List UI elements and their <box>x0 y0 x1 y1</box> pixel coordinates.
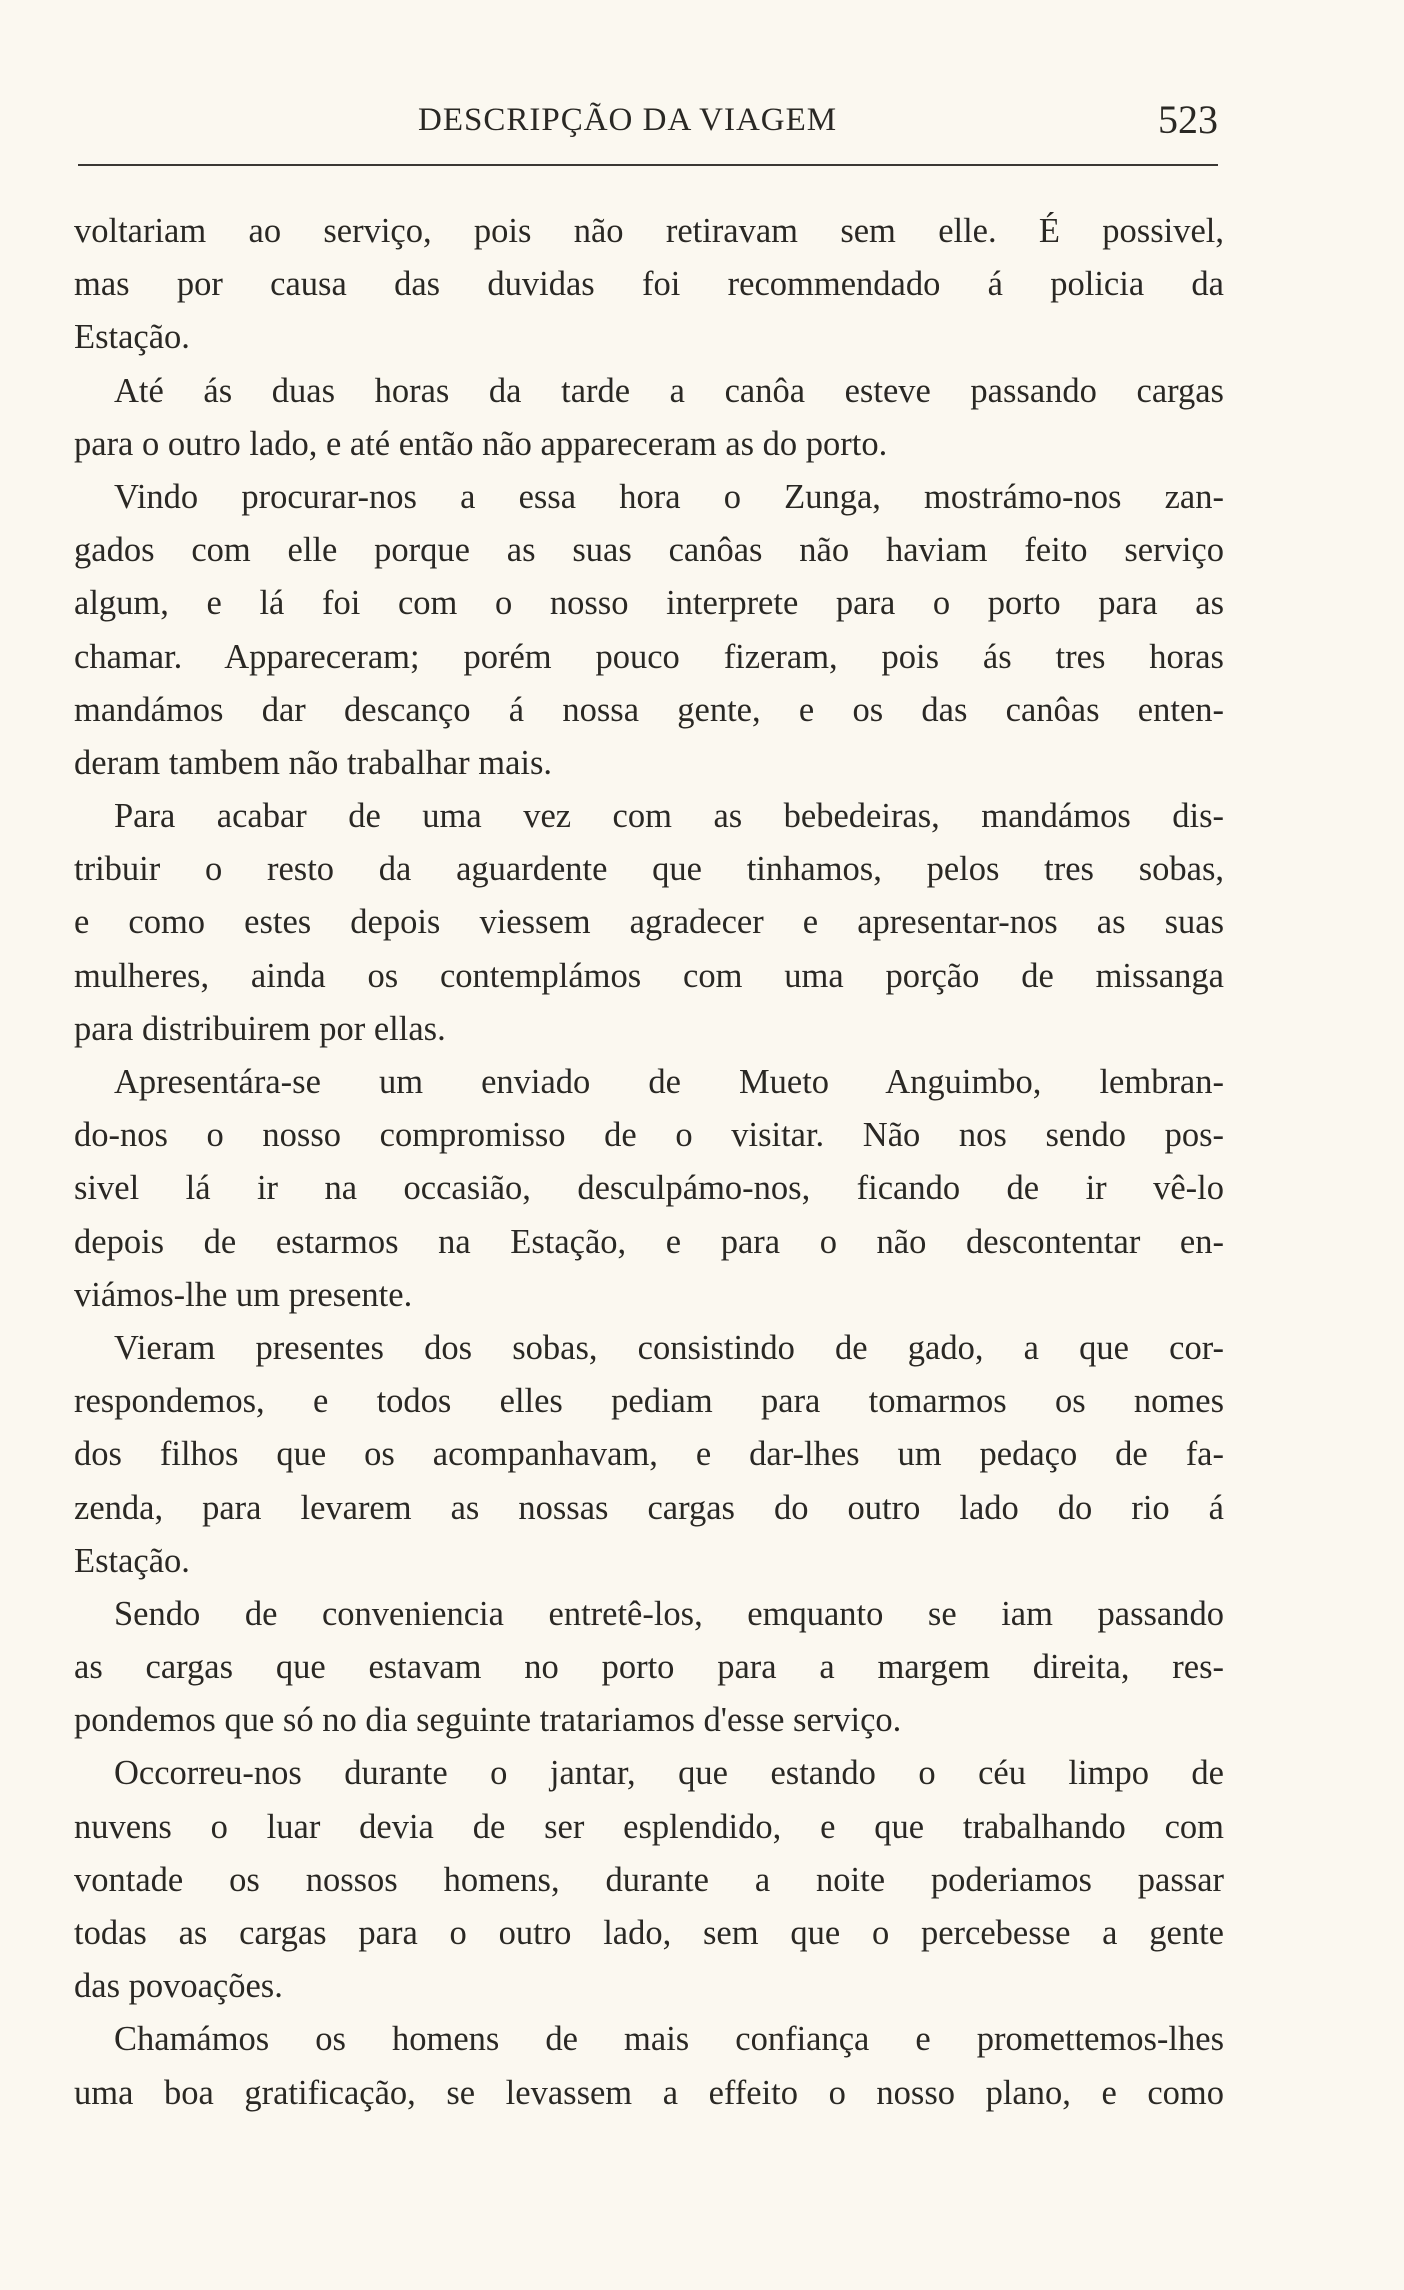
text-line: Estação. <box>74 318 190 357</box>
text-line: para distribuirem por ellas. <box>74 1009 446 1048</box>
text-line: Occorreu-nos durante o jantar, que estando o céu limpo de <box>114 1754 1224 1793</box>
text-line: das povoações. <box>74 1967 283 2006</box>
text-line: depois de estarmos na Estação, e para o não descontentar en- <box>74 1222 1224 1261</box>
text-line: Sendo de conveniencia entretê-los, emquanto se iam passando <box>114 1594 1224 1633</box>
text-line: todas as cargas para o outro lado, sem que o percebesse a gente <box>74 1914 1224 1952</box>
text-line: Para acabar de uma vez com as bebedeiras, mandámos dis- <box>114 797 1224 836</box>
text-line: vontade os nossos homens, durante a noite poderiamos passar <box>74 1860 1224 1899</box>
text-line: voltariam ao serviço, pois não retiravam sem elle. É possivel, <box>74 212 1224 250</box>
text-line: Estação. <box>74 1541 190 1580</box>
text-line: viámos-lhe um presente. <box>74 1275 413 1314</box>
text-line: nuvens o luar devia de ser esplendido, e que trabalhando com <box>74 1807 1224 1846</box>
text-line: chamar. Appareceram; porém pouco fizeram, pois ás tres horas <box>74 637 1224 676</box>
text-line: para o outro lado, e até então não appareceram as do porto. <box>74 424 888 463</box>
text-line: sivel lá ir na occasião, desculpámo-nos, ficando de ir vê-lo <box>74 1169 1224 1208</box>
text-line: gados com elle porque as suas canôas não haviam feito serviço <box>74 531 1224 570</box>
text-line: as cargas que estavam no porto para a margem direita, res- <box>74 1648 1224 1687</box>
text-line: Até ás duas horas da tarde a canôa esteve passando cargas <box>114 371 1224 410</box>
body-text <box>74 205 1224 2120</box>
page-number: 523 <box>1158 97 1218 142</box>
text-line: deram tambem não trabalhar mais. <box>74 743 553 782</box>
text-line: mulheres, ainda os contemplámos com uma porção de missanga <box>74 956 1224 995</box>
text-line: algum, e lá foi com o nosso interprete para o porto para as <box>74 584 1224 623</box>
text-line: do-nos o nosso compromisso de o visitar. Não nos sendo pos- <box>74 1116 1224 1155</box>
text-line: tribuir o resto da aguardente que tinhamos, pelos tres sobas, <box>74 850 1224 889</box>
text-line: mandámos dar descanço á nossa gente, e os das canôas enten- <box>74 690 1224 729</box>
text-line: zenda, para levarem as nossas cargas do outro lado do rio á <box>74 1488 1224 1527</box>
text-line: uma boa gratificação, se levassem a effeito o nosso plano, e como <box>74 2073 1224 2112</box>
text-line: e como estes depois viessem agradecer e apresentar-nos as suas <box>74 903 1224 942</box>
text-line: Vieram presentes dos sobas, consistindo de gado, a que cor- <box>114 1328 1224 1367</box>
text-line: mas por causa das duvidas foi recommendado á policia da <box>74 265 1224 304</box>
text-line: Chamámos os homens de mais confiança e promettemos-lhes <box>114 2020 1224 2059</box>
text-line: Apresentára-se um enviado de Mueto Anguimbo, lembran- <box>114 1063 1224 1101</box>
text-line: pondemos que só no dia seguinte tratariamos d'esse serviço. <box>74 1701 902 1740</box>
text-line: respondemos, e todos elles pediam para tomarmos os nomes <box>74 1382 1224 1421</box>
text-line: dos filhos que os acompanhavam, e dar-lhes um pedaço de fa- <box>74 1435 1224 1474</box>
running-title: DESCRIPÇÃO DA VIAGEM <box>418 102 838 138</box>
page-header <box>78 92 1218 152</box>
text-line: Vindo procurar-nos a essa hora o Zunga, mostrámo-nos zan- <box>114 477 1224 516</box>
header-rule <box>78 164 1218 166</box>
